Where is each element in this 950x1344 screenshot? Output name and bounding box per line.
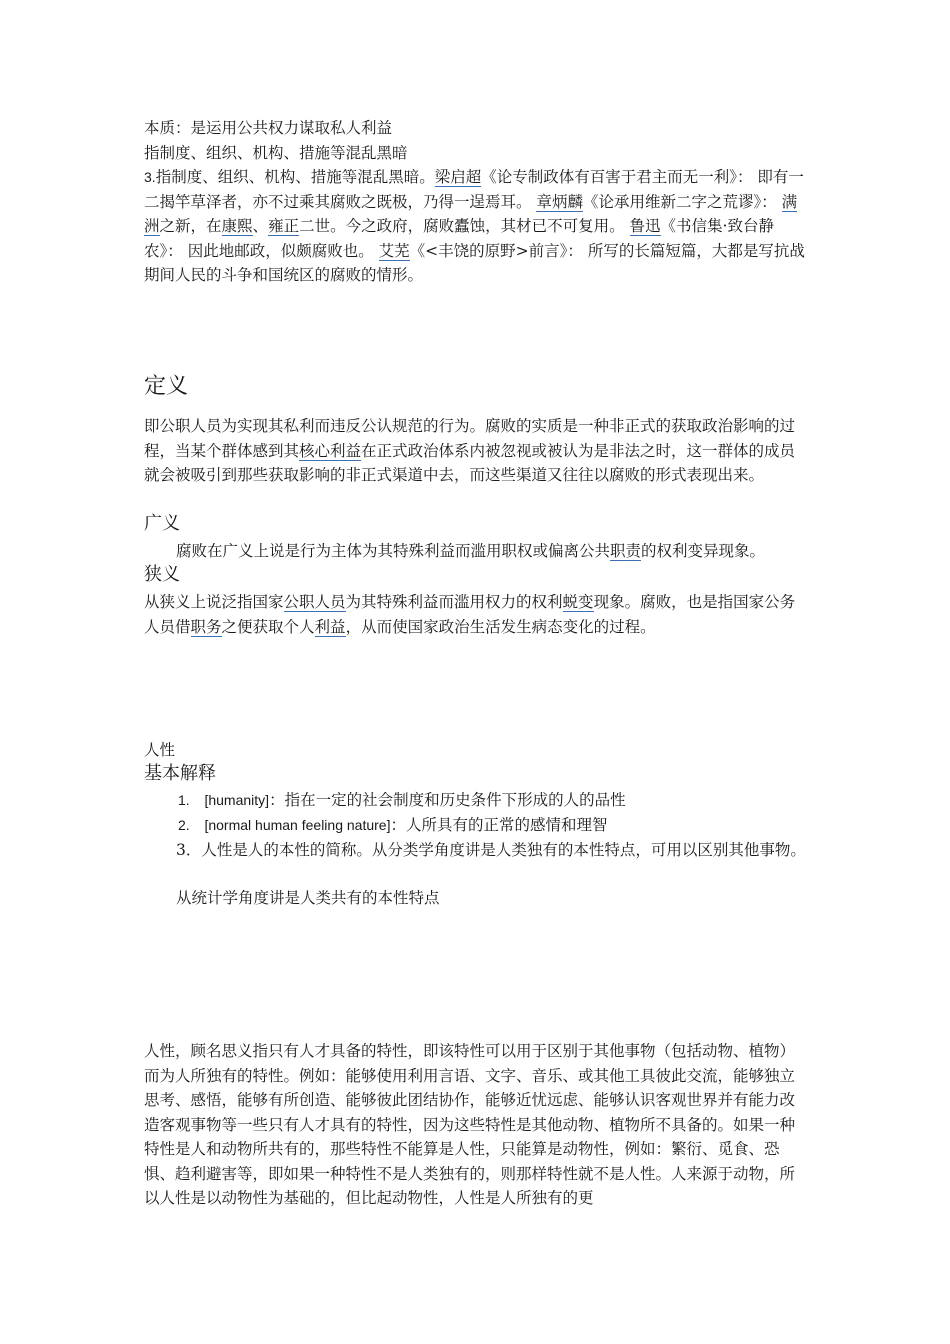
list-item-3: 3．人性是人的本性的简称。从分类学角度讲是人类独有的本性特点，可用以区别其他事物。	[176, 841, 806, 859]
definition-heading: 定义	[144, 374, 189, 399]
link-lu-xun[interactable]: 鲁迅	[629, 217, 661, 235]
link-liang-qichao[interactable]: 梁启超	[434, 168, 482, 186]
link-kangxi[interactable]: 康熙	[221, 217, 253, 235]
broad-heading: 广义	[144, 513, 180, 534]
section-essence	[144, 116, 809, 288]
humanity-paragraph: 人性，顾名思义指只有人才具备的特性，即该特性可以用于区别于其他事物（包括动物、植物）而为人所独有的特性。例如：能够使用利用言语、文字、音乐、或其他工具彼此交流，能够独立思考、感悟，能够有所创造、能够彼此团结协作，能够近忧远虑、能够认识客观世界并有能力改造客观事物等一些只有人才具有的特性，因为这些特性是其他动物、植物所不具备的。如果一种特性是人和动物所共有的，那些特性不能算是人性，只能算是动物性，例如：繁衍、觅食、恐惧、趋利避害等，即如果一种特性不是人类独有的，则那样特性就不是人性。人来源于动物，所以人性是以动物性为基础的，但比起动物性，人性是人所独有的更	[144, 1042, 796, 1207]
list-item-1: 1. [humanity]：指在一定的社会制度和历史条件下形成的人的品性	[178, 791, 626, 809]
link-public-official[interactable]: 公职人员	[283, 593, 346, 611]
link-interest[interactable]: 利益	[314, 617, 346, 636]
link-ai-wu[interactable]: 艾芜	[378, 241, 410, 260]
definition-line: 指制度、组织、机构、措施等混乱黑暗	[144, 143, 408, 162]
list-item-2: 2. [normal human feeling nature]：人所具有的正常的感情和理智	[178, 816, 608, 834]
link-duty[interactable]: 职责	[610, 542, 642, 560]
narrow-heading: 狭义	[144, 564, 180, 585]
citation-paragraph: 3.指制度、组织、机构、措施等混乱黑暗。梁启超《论专制政体有百害于君主而无一利》： 即有一二揭竿草泽者，亦不过乘其腐败之既极，乃得一逞焉耳。 章炳麟《论承用维新二字之荒谬》： 满洲之新，在康熙、雍正二世。今之政府，腐败蠹蚀，其材已不可复用。 鲁迅《书信集·致台静农》： 因此地邮政，似颇腐败也。 艾芜《<丰饶的原野>前言》： 所写的长篇短篇，大都是写抗战期间人民的斗争和国统区的腐败的情形。	[144, 168, 805, 284]
link-zhang-binglin[interactable]: 章炳麟	[536, 192, 583, 211]
definition-paragraph: 即公职人员为实现其私利而违反公认规范的行为。腐败的实质是一种非正式的获取政治影响的过程，当某个群体感到其核心利益在正式政治体系内被忽视或被认为是非法之时，这一群体的成员就会被吸引到那些获取影响的非正式渠道中去，而这些渠道又往往以腐败的形式表现出来。	[144, 417, 796, 484]
link-degeneration[interactable]: 蜕变	[562, 593, 594, 611]
link-manzhou[interactable]: 满洲	[144, 192, 798, 235]
basic-explanation-heading: 基本解释	[144, 763, 216, 784]
link-post[interactable]: 职务	[190, 617, 222, 636]
humanity-title: 人性	[144, 741, 176, 759]
statistics-line: 从统计学角度讲是人类共有的本性特点	[176, 889, 440, 907]
broad-paragraph: 腐败在广义上说是行为主体为其特殊利益而滥用职权或偏离公共职责的权利变异现象。	[176, 542, 766, 560]
essence-line: 本质：是运用公共权力谋取私人利益	[144, 119, 393, 137]
link-yongzheng[interactable]: 雍正	[268, 217, 300, 235]
narrow-paragraph: 从狭义上说泛指国家公职人员为其特殊利益而滥用权力的权利蜕变现象。腐败，也是指国家公务人员借职务之便获取个人利益，从而使国家政治生活发生病态变化的过程。	[144, 593, 796, 636]
link-core-interest[interactable]: 核心利益	[299, 441, 362, 460]
